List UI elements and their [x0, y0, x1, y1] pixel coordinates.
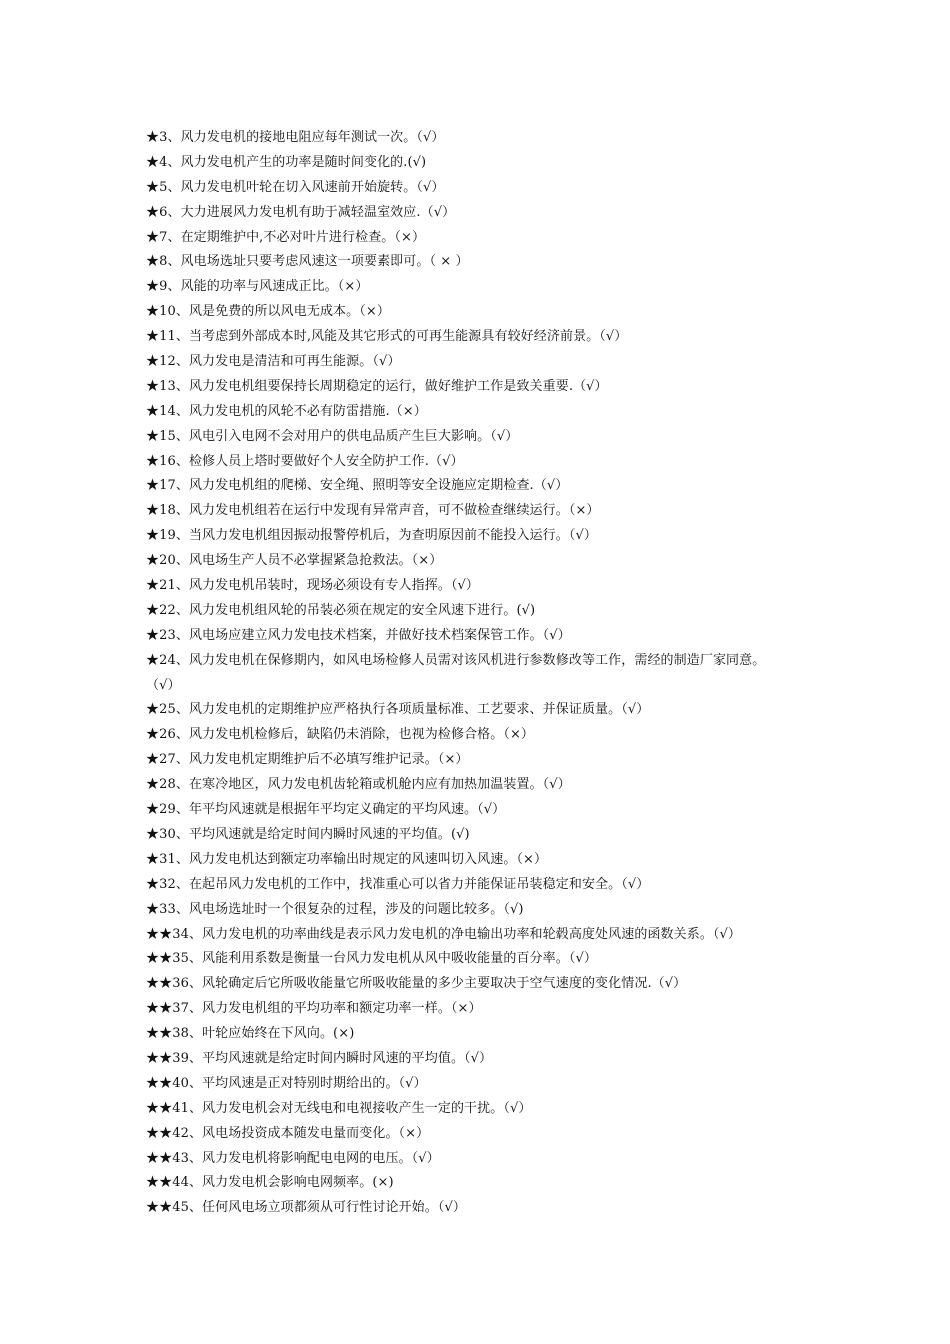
- question-line: ★3、风力发电机的接地电阻应每年测试一次。（√）: [146, 130, 445, 145]
- question-list: [146, 126, 836, 1221]
- question-line: ★7、在定期维护中,不必对叶片进行检查。（×）: [146, 229, 426, 245]
- question-line: ★21、风力发电机吊装时，现场必须设有专人指挥。（√）: [146, 578, 480, 594]
- question-line: ★31、风力发电机达到额定功率输出时规定的风速叫切入风速。（×）: [146, 851, 548, 867]
- question-line: ★6、大力进展风力发电机有助于减轻温室效应.（√）: [146, 204, 456, 220]
- question-line: ★22、风力发电机组风轮的吊装必须在规定的安全风速下进行。(√): [146, 602, 536, 618]
- question-line: ★★44、风力发电机会影响电网频率。(×): [146, 1175, 394, 1191]
- question-line: ★5、风力发电机叶轮在切入风速前开始旋转。（√）: [146, 179, 445, 195]
- question-line: ★★42、风电场投资成本随发电量而变化。（×）: [146, 1125, 430, 1141]
- question-line: ★29、年平均风速就是根据年平均定义确定的平均风速。（√）: [146, 802, 506, 818]
- question-line: ★18、风力发电机组若在运行中发现有异常声音，可不做检查继续运行。（×）: [146, 503, 600, 519]
- question-line: ★★41、风力发电机会对无线电和电视接收产生一定的干扰。（√）: [146, 1100, 532, 1116]
- question-line: ★★37、风力发电机组的平均功率和额定功率一样。（×）: [146, 1001, 482, 1017]
- question-line: ★19、当风力发电机组因振动报警停机后，为查明原因前不能投入运行。（√）: [146, 528, 597, 544]
- question-line: ★12、风力发电是清洁和可再生能源。（√）: [146, 354, 401, 370]
- question-line: ★10、风是免费的所以风电无成本。（×）: [146, 304, 390, 320]
- question-line: ★27、风力发电机定期维护后不必填写维护记录。（×）: [146, 752, 469, 768]
- question-line: ★★38、叶轮应始终在下风向。(×): [146, 1026, 355, 1042]
- question-line: ★16、检修人员上塔时要做好个人安全防护工作.（√）: [146, 453, 464, 469]
- question-line: ★32、在起吊风力发电机的工作中，找准重心可以省力并能保证吊装稳定和安全。（√）: [146, 876, 650, 892]
- question-line: ★17、风力发电机组的爬梯、安全绳、照明等安全设施应定期检查.（√）: [146, 478, 569, 494]
- question-line: ★33、风电场选址时一个很复杂的过程，涉及的问题比较多。（√): [146, 901, 524, 917]
- question-line: ★26、风力发电机检修后，缺陷仍未消除，也视为检修合格。（×）: [146, 727, 535, 743]
- question-line: ★9、风能的功率与风速成正比。（×）: [146, 279, 369, 295]
- question-line-continuation: （√）: [146, 677, 181, 693]
- question-line: ★8、风电场选址只要考虑风速这一项要素即可。（ × ）: [146, 254, 469, 270]
- question-line: ★★39、平均风速就是给定时间内瞬时风速的平均值。（√）: [146, 1050, 493, 1066]
- question-line: ★★35、风能利用系数是衡量一台风力发电机从风中吸收能量的百分率。（√）: [146, 951, 597, 967]
- question-line: ★30、平均风速就是给定时间内瞬时风速的平均值。(√): [146, 826, 470, 842]
- question-line: ★4、风力发电机产生的功率是随时间变化的.(√): [146, 154, 427, 170]
- question-line: ★★40、平均风速是正对特别时期给出的。（√）: [146, 1075, 427, 1091]
- question-line: ★13、风力发电机组要保持长周期稳定的运行，做好维护工作是致关重要.（√）: [146, 378, 608, 394]
- question-line: ★14、风力发电机的风轮不必有防雷措施.（×）: [146, 403, 427, 419]
- question-line: ★★45、任何风电场立项都须从可行性讨论开始。（√）: [146, 1200, 466, 1216]
- question-line: ★24、风力发电机在保修期内，如风电场检修人员需对该风机进行参数修改等工作，需经的制造厂家同意。: [146, 652, 766, 668]
- question-line: ★25、风力发电机的定期维护应严格执行各项质量标准、工艺要求、并保证质量。（√）: [146, 702, 650, 718]
- question-line: ★23、风电场应建立风力发电技术档案，并做好技术档案保管工作。（√）: [146, 627, 571, 643]
- question-line: ★★43、风力发电机将影响配电电网的电压。（√）: [146, 1150, 440, 1166]
- question-line: ★11、当考虑到外部成本时,风能及其它形式的可再生能源具有较好经济前景。（√）: [146, 329, 628, 345]
- question-line: ★★34、风力发电机的功率曲线是表示风力发电机的净电输出功率和轮毂高度处风速的函数关系。（√）: [146, 926, 742, 942]
- question-line: ★28、在寒冷地区，风力发电机齿轮箱或机舱内应有加热加温装置。（√）: [146, 777, 571, 793]
- question-line: ★20、风电场生产人员不必掌握紧急抢救法。（×）: [146, 553, 443, 569]
- question-line: ★★36、风轮确定后它所吸收能量它所吸收能量的多少主要取决于空气速度的变化情况.（√）: [146, 976, 687, 992]
- question-line: ★15、风电引入电网不会对用户的供电品质产生巨大影响。（√）: [146, 428, 519, 444]
